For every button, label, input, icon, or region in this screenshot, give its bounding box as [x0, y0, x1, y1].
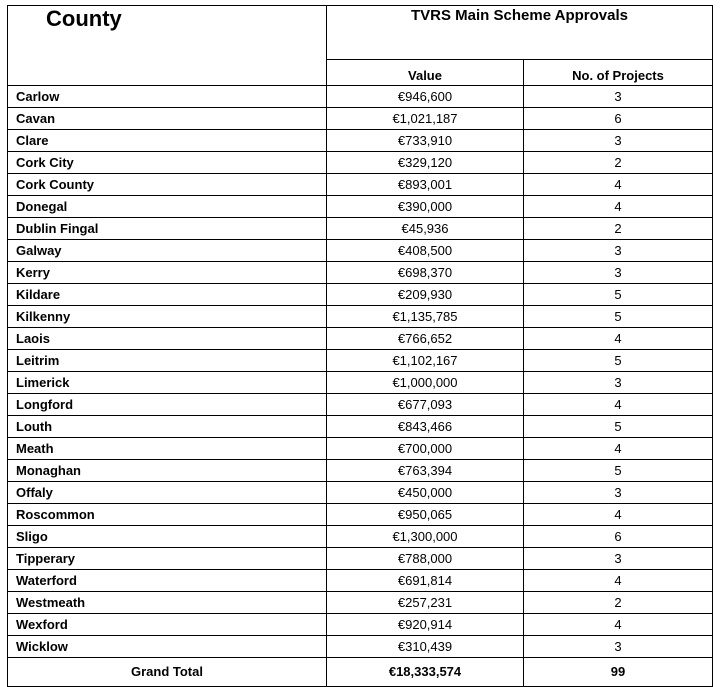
table-row: [8, 548, 713, 570]
table-body: [8, 86, 713, 658]
table-row: [8, 636, 713, 658]
value-cell: €1,102,167: [327, 350, 524, 372]
projects-cell: 5: [524, 460, 713, 482]
grand-total-label: Grand Total: [8, 658, 327, 687]
table-row: [8, 460, 713, 482]
table-row: [8, 130, 713, 152]
county-cell: Westmeath: [8, 592, 327, 614]
table-row: [8, 416, 713, 438]
projects-cell: 4: [524, 174, 713, 196]
value-cell: €450,000: [327, 482, 524, 504]
county-cell: Waterford: [8, 570, 327, 592]
county-cell: Kerry: [8, 262, 327, 284]
county-cell: Monaghan: [8, 460, 327, 482]
value-cell: €1,135,785: [327, 306, 524, 328]
value-cell: €843,466: [327, 416, 524, 438]
value-column-header: Value: [327, 60, 524, 86]
projects-cell: 5: [524, 284, 713, 306]
projects-column-header: No. of Projects: [524, 60, 713, 86]
value-cell: €950,065: [327, 504, 524, 526]
table-row: [8, 240, 713, 262]
county-cell: Limerick: [8, 372, 327, 394]
value-cell: €1,021,187: [327, 108, 524, 130]
value-cell: €329,120: [327, 152, 524, 174]
table-row: [8, 152, 713, 174]
value-cell: €257,231: [327, 592, 524, 614]
county-cell: Wicklow: [8, 636, 327, 658]
county-cell: Cork County: [8, 174, 327, 196]
projects-cell: 4: [524, 328, 713, 350]
table-row: [8, 328, 713, 350]
county-cell: Cork City: [8, 152, 327, 174]
projects-cell: 6: [524, 108, 713, 130]
table-row: [8, 372, 713, 394]
table-row: [8, 284, 713, 306]
approvals-table: [7, 5, 713, 687]
projects-cell: 3: [524, 372, 713, 394]
projects-cell: 2: [524, 152, 713, 174]
table-row: [8, 196, 713, 218]
table-row: [8, 350, 713, 372]
county-cell: Tipperary: [8, 548, 327, 570]
county-cell: Donegal: [8, 196, 327, 218]
value-cell: €45,936: [327, 218, 524, 240]
projects-cell: 3: [524, 86, 713, 108]
table-row: [8, 108, 713, 130]
table-title: TVRS Main Scheme Approvals: [327, 6, 713, 60]
table-row: [8, 218, 713, 240]
value-cell: €390,000: [327, 196, 524, 218]
county-cell: Wexford: [8, 614, 327, 636]
table-row: [8, 262, 713, 284]
grand-total-row: [8, 658, 713, 687]
projects-cell: 5: [524, 350, 713, 372]
projects-cell: 2: [524, 218, 713, 240]
grand-total-projects: 99: [524, 658, 713, 687]
value-cell: €733,910: [327, 130, 524, 152]
value-cell: €893,001: [327, 174, 524, 196]
projects-cell: 4: [524, 394, 713, 416]
value-cell: €788,000: [327, 548, 524, 570]
table-row: [8, 614, 713, 636]
table-row: [8, 526, 713, 548]
county-cell: Leitrim: [8, 350, 327, 372]
table-row: [8, 438, 713, 460]
county-cell: Longford: [8, 394, 327, 416]
table-row: [8, 86, 713, 108]
county-cell: Galway: [8, 240, 327, 262]
table-row: [8, 592, 713, 614]
county-cell: Roscommon: [8, 504, 327, 526]
value-cell: €946,600: [327, 86, 524, 108]
value-cell: €408,500: [327, 240, 524, 262]
value-cell: €766,652: [327, 328, 524, 350]
grand-total-value: €18,333,574: [327, 658, 524, 687]
projects-cell: 4: [524, 504, 713, 526]
value-cell: €691,814: [327, 570, 524, 592]
projects-cell: 3: [524, 482, 713, 504]
table-row: [8, 174, 713, 196]
projects-cell: 4: [524, 438, 713, 460]
projects-cell: 5: [524, 306, 713, 328]
county-cell: Offaly: [8, 482, 327, 504]
county-cell: Sligo: [8, 526, 327, 548]
value-cell: €1,300,000: [327, 526, 524, 548]
value-cell: €310,439: [327, 636, 524, 658]
projects-cell: 5: [524, 416, 713, 438]
value-cell: €209,930: [327, 284, 524, 306]
value-cell: €700,000: [327, 438, 524, 460]
county-cell: Carlow: [8, 86, 327, 108]
projects-cell: 3: [524, 262, 713, 284]
value-cell: €1,000,000: [327, 372, 524, 394]
county-cell: Dublin Fingal: [8, 218, 327, 240]
county-cell: Kilkenny: [8, 306, 327, 328]
table-row: [8, 394, 713, 416]
table-row: [8, 306, 713, 328]
projects-cell: 3: [524, 548, 713, 570]
projects-cell: 4: [524, 570, 713, 592]
county-cell: Cavan: [8, 108, 327, 130]
county-header: County: [8, 6, 327, 86]
projects-cell: 3: [524, 130, 713, 152]
value-cell: €677,093: [327, 394, 524, 416]
table-row: [8, 570, 713, 592]
value-cell: €920,914: [327, 614, 524, 636]
projects-cell: 4: [524, 614, 713, 636]
table-row: [8, 504, 713, 526]
projects-cell: 4: [524, 196, 713, 218]
projects-cell: 6: [524, 526, 713, 548]
county-cell: Kildare: [8, 284, 327, 306]
county-cell: Laois: [8, 328, 327, 350]
county-cell: Clare: [8, 130, 327, 152]
projects-cell: 2: [524, 592, 713, 614]
county-cell: Louth: [8, 416, 327, 438]
projects-cell: 3: [524, 240, 713, 262]
table-row: [8, 482, 713, 504]
county-cell: Meath: [8, 438, 327, 460]
projects-cell: 3: [524, 636, 713, 658]
value-cell: €763,394: [327, 460, 524, 482]
value-cell: €698,370: [327, 262, 524, 284]
